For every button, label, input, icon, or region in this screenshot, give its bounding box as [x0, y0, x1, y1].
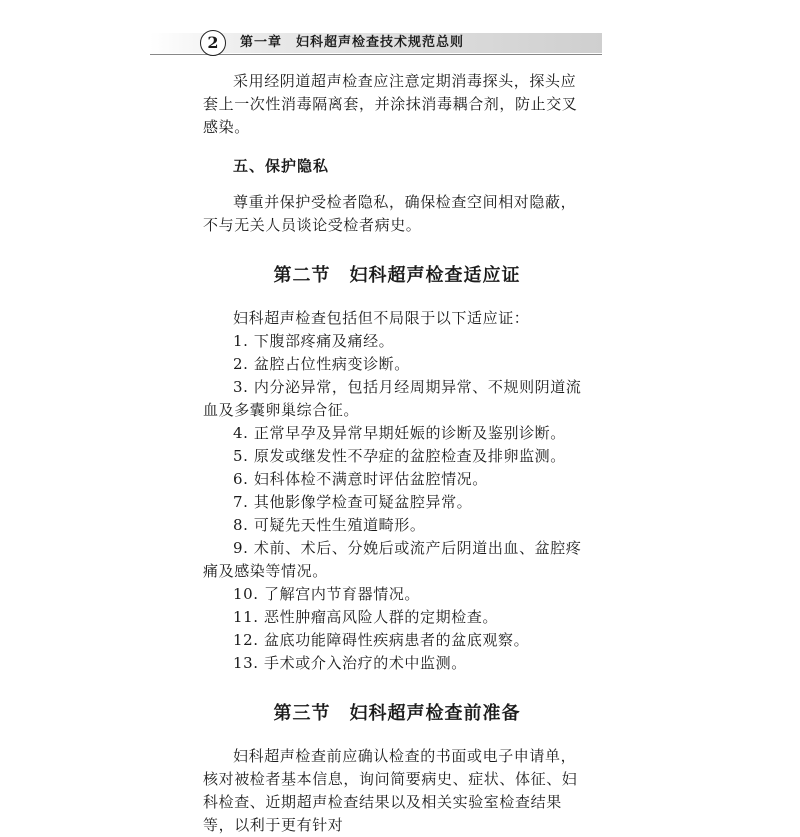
page-body — [203, 70, 591, 837]
list-item: 9. 术前、术后、分娩后或流产后阴道出血、盆腔疼痛及感染等情况。 — [203, 539, 582, 580]
running-header — [150, 30, 602, 56]
list-item: 8. 可疑先天性生殖道畸形。 — [233, 516, 426, 534]
page-number: 2 — [200, 30, 226, 56]
preparation-paragraph: 妇科超声检查前应确认检查的书面或电子申请单，核对被检者基本信息，询问简要病史、症状、体征、妇科检查、近期超声检查结果以及相关实验室检查结果等，以利于更有针对 — [203, 747, 578, 834]
list-item: 4. 正常早孕及异常早期妊娠的诊断及鉴别诊断。 — [233, 424, 566, 442]
list-item: 11. 恶性肿瘤高风险人群的定期检查。 — [233, 608, 499, 626]
list-item: 7. 其他影像学检查可疑盆腔异常。 — [233, 493, 473, 511]
indications-list — [203, 330, 591, 675]
section2-title: 第二节 妇科超声检查适应证 — [273, 265, 521, 286]
list-item: 1. 下腹部疼痛及痛经。 — [233, 332, 395, 350]
list-item: 5. 原发或继发性不孕症的盆腔检查及排卵监测。 — [233, 447, 566, 465]
list-item: 2. 盆腔占位性病变诊断。 — [233, 355, 410, 373]
indications-intro: 妇科超声检查包括但不局限于以下适应证： — [233, 309, 530, 327]
list-item: 13. 手术或介入治疗的术中监测。 — [233, 654, 467, 672]
list-item: 10. 了解宫内节育器情况。 — [233, 585, 421, 603]
section3-title: 第三节 妇科超声检查前准备 — [273, 703, 521, 724]
privacy-heading: 五、保护隐私 — [233, 157, 330, 175]
probe-disinfection-paragraph: 采用经阴道超声检查应注意定期消毒探头，探头应套上一次性消毒隔离套，并涂抹消毒耦合剂，防止交叉感染。 — [203, 72, 578, 136]
chapter-running-title: 第一章 妇科超声检查技术规范总则 — [240, 35, 465, 50]
list-item: 6. 妇科体检不满意时评估盆腔情况。 — [233, 470, 488, 488]
list-item: 12. 盆底功能障碍性疾病患者的盆底观察。 — [233, 631, 530, 649]
privacy-paragraph: 尊重并保护受检者隐私，确保检查空间相对隐蔽，不与无关人员谈论受检者病史。 — [203, 193, 577, 234]
list-item: 3. 内分泌异常，包括月经周期异常、不规则阴道流血及多囊卵巢综合征。 — [203, 378, 582, 419]
